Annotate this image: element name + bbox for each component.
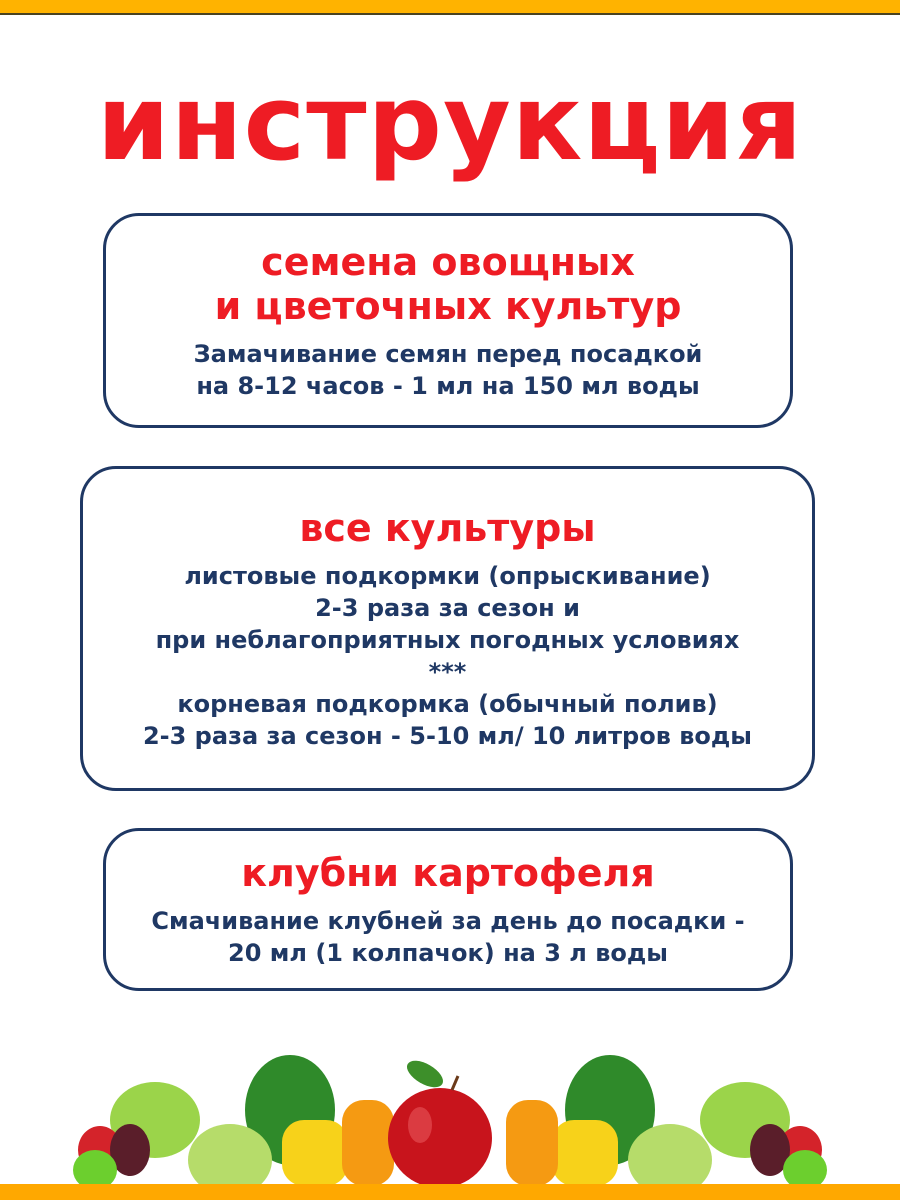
page-title: инструкция (96, 62, 804, 184)
vegetables-right (506, 1055, 827, 1186)
section-text (83, 560, 812, 752)
text-line: 2-3 раза за сезон - 5-10 мл/ 10 литров воды (142, 721, 753, 750)
section-potato (103, 828, 793, 991)
section-text (106, 338, 790, 402)
text-line: листовые подкормки (опрыскивание) (184, 561, 711, 590)
text-line: Смачивание клубней за день до посадки - (151, 906, 745, 935)
section-text (106, 905, 790, 969)
text-line: на 8-12 часов - 1 мл на 150 мл воды (196, 371, 700, 400)
bottom-bar (0, 1184, 900, 1200)
heading-line: и цветочных культур (214, 283, 682, 328)
vegetables-image (0, 1050, 900, 1186)
section-seeds (103, 213, 793, 428)
text-line: 20 мл (1 колпачок) на 3 л воды (228, 938, 668, 967)
text-line: 2-3 раза за сезон и (315, 593, 580, 622)
text-line: корневая подкормка (обычный полив) (177, 689, 718, 718)
separator: *** (428, 657, 467, 686)
heading-line: семена овощных (261, 239, 635, 284)
apple-icon (388, 1055, 492, 1186)
section-heading: все культуры (299, 505, 596, 550)
text-line: Замачивание семян перед посадкой (193, 339, 703, 368)
section-heading: клубни картофеля (241, 850, 655, 895)
section-heading (106, 240, 790, 328)
top-bar (0, 0, 900, 15)
text-line: при неблагоприятных погодных условиях (155, 625, 740, 654)
vegetables-left (73, 1055, 394, 1186)
section-all-crops (80, 466, 815, 791)
